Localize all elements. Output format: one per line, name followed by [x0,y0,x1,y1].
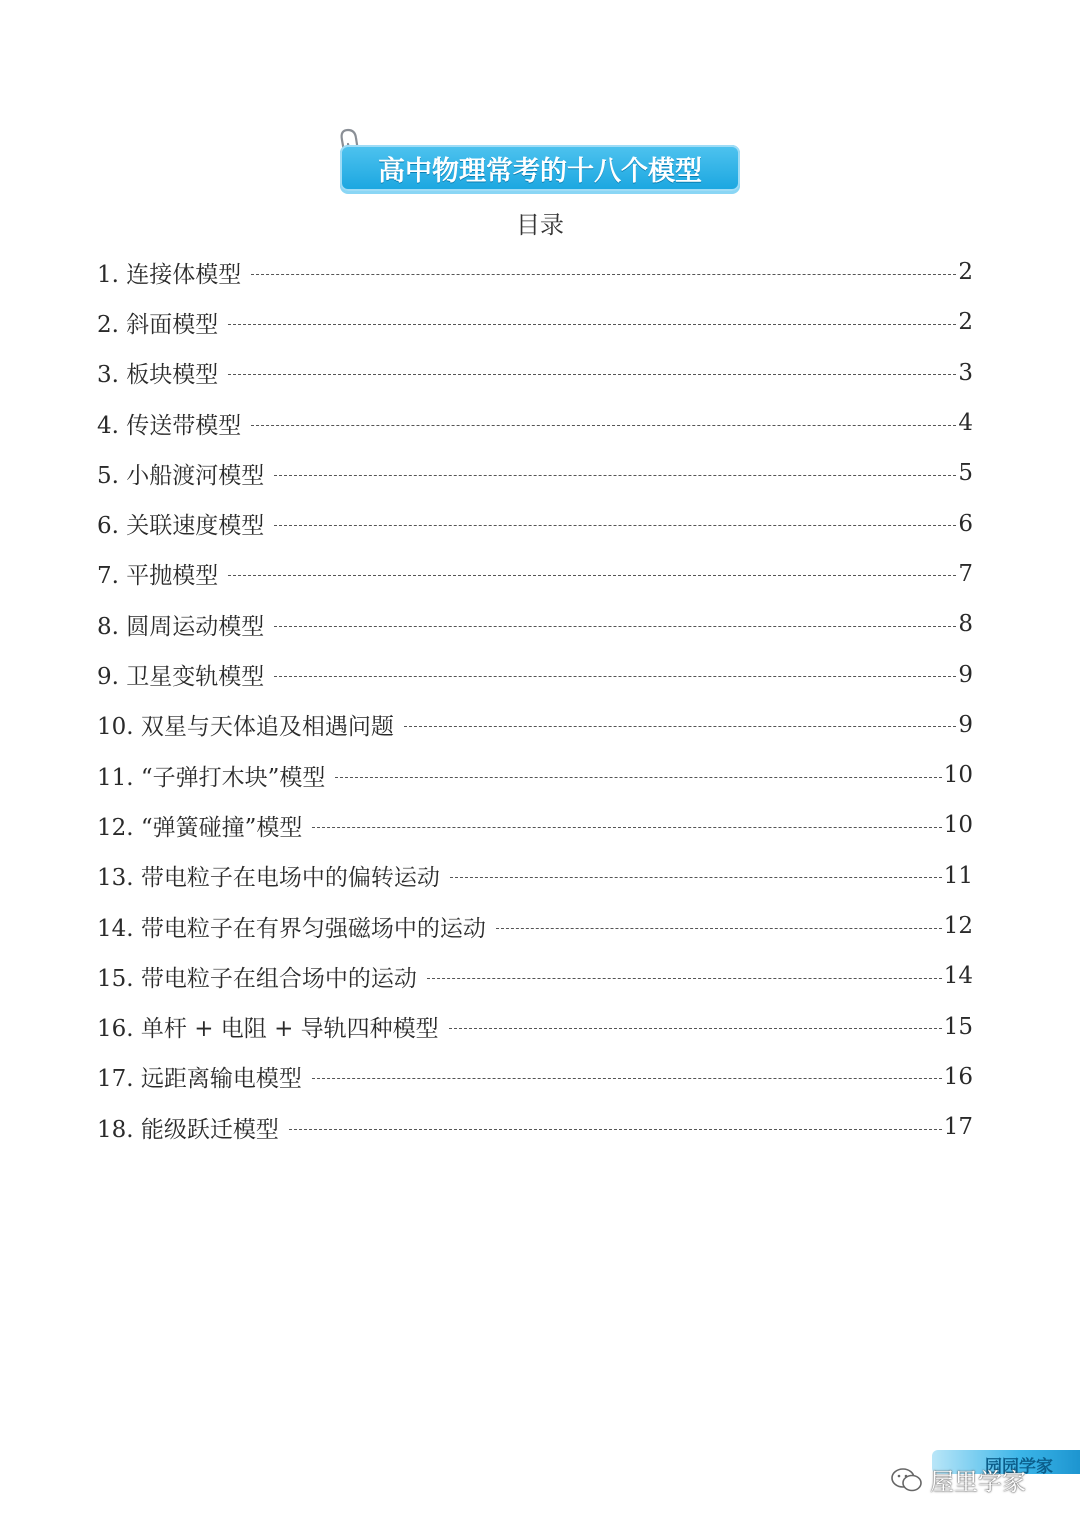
toc-entry-page: 2 [958,309,973,336]
toc-entry-label: 9. 卫星变轨模型 [97,664,265,691]
toc-entry[interactable] [97,901,973,951]
toc-entry[interactable] [97,549,973,599]
toc-entry-label: 3. 板块模型 [97,362,219,389]
toc-entry-label: 14. 带电粒子在有界匀强磁场中的运动 [97,915,486,942]
toc-entry-label: 13. 带电粒子在电场中的偏转运动 [97,865,440,892]
toc-leader-dashes [274,626,956,627]
toc-entry-page: 10 [943,812,973,839]
toc-leader-dashes [228,374,956,375]
toc-entry[interactable] [97,348,973,398]
toc-entry[interactable] [97,1102,973,1152]
toc-entry-page: 12 [943,913,973,939]
toc-leader-dashes [312,1078,942,1079]
toc-entry[interactable] [97,599,973,649]
toc-entry[interactable] [97,700,973,750]
toc-entry-label: 7. 平抛模型 [97,563,219,590]
toc-entry[interactable] [97,1001,973,1051]
toc-leader-dashes [450,877,942,878]
footer-logo: 园园学家 [985,1457,1053,1477]
toc-leader-dashes [274,525,956,526]
toc-entry[interactable] [97,851,973,901]
toc-entry-label: 8. 圆周运动模型 [97,613,265,640]
toc-entry-page: 17 [943,1114,973,1141]
toc-entry-page: 4 [958,410,973,437]
toc-entry-page: 7 [958,560,973,587]
toc-entry[interactable] [97,498,973,548]
toc-leader-dashes [251,425,956,426]
toc-heading: 目录 [516,211,564,239]
toc-entry-page: 6 [958,510,973,537]
toc-entry[interactable] [97,649,973,699]
toc-entry-label: 6. 关联速度模型 [97,513,265,540]
toc-entry[interactable] [97,1052,973,1102]
watermark-text: 屋里学家 [930,1468,1026,1496]
toc-leader-dashes [404,726,956,727]
toc-leader-dashes [427,978,942,979]
toc-leader-dashes [228,575,956,576]
document-title: 高中物理常考的十八个模型 [378,155,702,187]
toc-leader-dashes [228,324,956,325]
toc-entry-label: 10. 双星与天体追及相遇问题 [97,714,394,741]
toc-entry[interactable] [97,951,973,1001]
toc-entry-page: 2 [958,259,973,286]
toc-entry-label: 1. 连接体模型 [97,261,242,288]
toc-entry-label: 5. 小船渡河模型 [97,462,265,489]
toc-entry-page: 9 [958,711,973,738]
toc-entry-page: 14 [943,963,973,990]
toc-leader-dashes [335,777,941,778]
toc-entry-label: 16. 单杆 + 电阻 + 导轨四种模型 [97,1016,439,1043]
watermark [890,1462,1026,1497]
toc-entry-page: 15 [943,1013,973,1040]
toc-entry-label: 11. “子弹打木块”模型 [97,764,326,791]
toc-entry-page: 9 [958,661,973,688]
toc-entry[interactable] [97,247,973,297]
table-of-contents [97,247,973,1152]
toc-entry-page: 16 [943,1063,973,1090]
document-title-banner [340,145,740,191]
toc-entry-label: 18. 能级跃迁模型 [97,1116,279,1143]
toc-leader-dashes [274,676,956,677]
toc-leader-dashes [251,274,956,275]
toc-leader-dashes [496,928,942,929]
toc-entry-page: 8 [958,611,973,638]
toc-entry[interactable] [97,800,973,850]
toc-leader-dashes [312,827,941,828]
toc-entry[interactable] [97,750,973,800]
wechat-icon [890,1466,924,1494]
toc-entry-page: 5 [958,460,973,487]
toc-entry[interactable] [97,398,973,448]
toc-leader-dashes [449,1028,942,1029]
toc-entry-label: 12. “弹簧碰撞”模型 [97,814,303,841]
toc-entry-label: 15. 带电粒子在组合场中的运动 [97,965,417,992]
toc-entry-label: 17. 远距离输电模型 [97,1066,302,1093]
toc-entry-page: 11 [943,862,973,889]
toc-entry-label: 4. 传送带模型 [97,412,242,439]
toc-entry[interactable] [97,297,973,347]
toc-entry-page: 10 [943,762,973,789]
toc-entry-label: 2. 斜面模型 [97,311,219,338]
toc-leader-dashes [274,475,956,476]
toc-entry-page: 3 [958,359,973,386]
toc-entry[interactable] [97,448,973,498]
toc-leader-dashes [289,1129,942,1130]
